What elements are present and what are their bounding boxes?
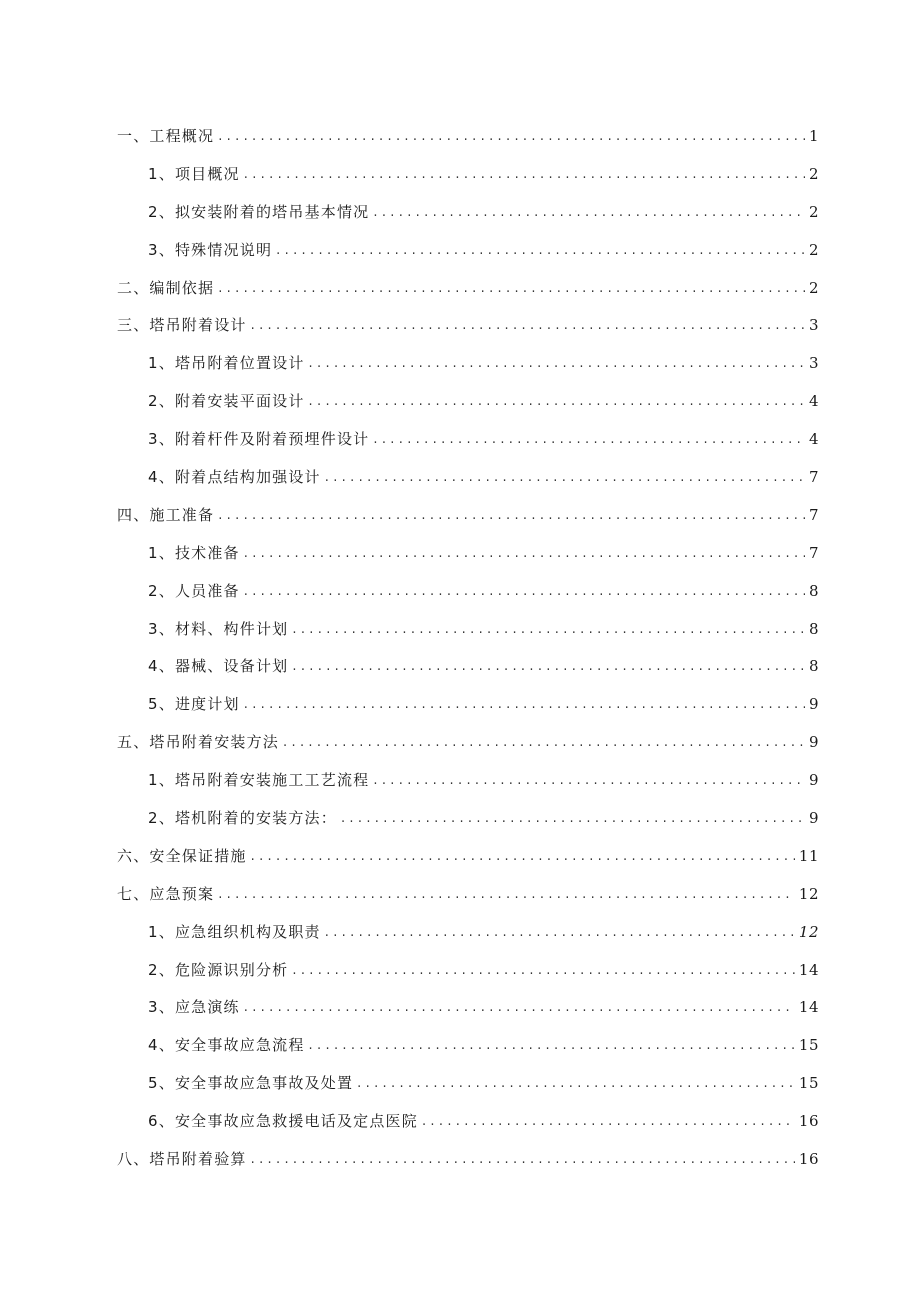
toc-entry-page: 9: [808, 809, 819, 828]
toc-entry-label: 5、安全事故应急事故及处置: [148, 1074, 354, 1093]
dot-leader: [244, 989, 795, 1027]
toc-entry[interactable]: [0, 118, 920, 156]
toc-entry-label: 2、附着安装平面设计: [148, 392, 305, 411]
toc-entry-page: 14: [798, 998, 819, 1017]
dot-leader: [309, 1027, 795, 1065]
toc-entry-page: 8: [808, 581, 819, 600]
toc-entry[interactable]: [0, 1103, 920, 1141]
dot-leader: [373, 421, 805, 459]
toc-entry-label: 1、应急组织机构及职责: [148, 922, 321, 941]
toc-entry-page: 9: [808, 771, 819, 790]
toc-entry-label: 4、安全事故应急流程: [148, 1036, 305, 1055]
toc-entry-label: 三、塔吊附着设计: [117, 316, 247, 335]
toc-entry[interactable]: [0, 914, 920, 952]
toc-entry[interactable]: [0, 345, 920, 383]
toc-entry-label: 2、塔机附着的安装方法：: [148, 809, 337, 828]
toc-entry-page: 2: [808, 202, 819, 221]
toc-entry-page: 12: [798, 922, 819, 941]
toc-entry-page: 3: [808, 354, 819, 373]
toc-entry[interactable]: [0, 194, 920, 232]
toc-entry-page: 2: [808, 240, 819, 259]
dot-leader: [341, 800, 805, 838]
table-of-contents: [0, 118, 920, 1179]
toc-entry-page: 7: [808, 543, 819, 562]
toc-entry-label: 一、工程概况: [117, 127, 215, 145]
dot-leader: [373, 194, 805, 232]
toc-entry[interactable]: [0, 724, 920, 762]
toc-entry-label: 3、材料、构件计划: [148, 619, 289, 638]
toc-entry-page: 14: [798, 960, 819, 979]
toc-entry-label: 4、附着点结构加强设计: [148, 468, 321, 487]
toc-entry-label: 3、附着杆件及附着预埋件设计: [148, 430, 370, 449]
dot-leader: [325, 914, 795, 952]
toc-entry-page: 16: [798, 1112, 819, 1131]
toc-entry-page: 16: [798, 1150, 819, 1169]
toc-entry-label: 2、拟安装附着的塔吊基本情况: [148, 202, 370, 221]
dot-leader: [244, 686, 805, 724]
dot-leader: [283, 724, 805, 762]
toc-entry-label: 1、项目概况: [148, 164, 240, 183]
dot-leader: [251, 838, 795, 876]
toc-entry[interactable]: [0, 648, 920, 686]
toc-entry-page: 9: [808, 733, 819, 752]
toc-entry[interactable]: [0, 421, 920, 459]
toc-entry[interactable]: [0, 459, 920, 497]
toc-entry-label: 二、编制依据: [117, 278, 215, 297]
toc-entry[interactable]: [0, 497, 920, 535]
dot-leader: [422, 1103, 795, 1141]
dot-leader: [309, 383, 805, 421]
toc-entry-label: 5、进度计划: [148, 695, 240, 714]
toc-entry-label: 2、人员准备: [148, 581, 240, 600]
toc-entry-page: 15: [798, 1036, 819, 1055]
toc-entry[interactable]: [0, 762, 920, 800]
dot-leader: [244, 156, 805, 194]
dot-leader: [251, 307, 805, 345]
dot-leader: [325, 459, 805, 497]
toc-entry[interactable]: [0, 1027, 920, 1065]
dot-leader: [357, 1065, 795, 1103]
toc-entry[interactable]: [0, 876, 920, 914]
toc-entry[interactable]: [0, 307, 920, 345]
toc-entry-page: 4: [808, 392, 819, 411]
toc-entry-page: 9: [808, 695, 819, 714]
toc-entry[interactable]: [0, 535, 920, 573]
toc-entry[interactable]: [0, 1141, 920, 1179]
dot-leader: [218, 118, 805, 156]
dot-leader: [251, 1141, 795, 1179]
dot-leader: [292, 952, 795, 990]
toc-entry-label: 四、施工准备: [117, 505, 215, 524]
toc-entry[interactable]: [0, 573, 920, 611]
dot-leader: [276, 232, 805, 270]
toc-entry[interactable]: [0, 686, 920, 724]
dot-leader: [244, 573, 805, 611]
toc-entry-label: 6、安全事故应急救援电话及定点医院: [148, 1112, 418, 1131]
toc-entry-label: 4、器械、设备计划: [148, 657, 289, 676]
toc-entry-page: 8: [808, 657, 819, 676]
toc-entry-label: 1、技术准备: [148, 543, 240, 562]
toc-entry-page: 11: [798, 846, 819, 865]
toc-entry-label: 3、应急演练: [148, 998, 240, 1017]
toc-entry[interactable]: [0, 232, 920, 270]
toc-entry[interactable]: [0, 1065, 920, 1103]
toc-entry[interactable]: [0, 800, 920, 838]
toc-entry-page: 12: [798, 884, 819, 903]
toc-entry[interactable]: [0, 611, 920, 649]
toc-entry-page: 3: [808, 316, 819, 335]
toc-entry-label: 六、安全保证措施: [117, 846, 247, 865]
toc-entry-page: 1: [808, 127, 819, 145]
toc-entry-page: 8: [808, 619, 819, 638]
toc-entry-label: 3、特殊情况说明: [148, 240, 273, 259]
toc-entry[interactable]: [0, 270, 920, 308]
dot-leader: [218, 497, 805, 535]
dot-leader: [373, 762, 805, 800]
toc-entry-label: 1、塔吊附着安装施工工艺流程: [148, 771, 370, 790]
toc-entry-label: 八、塔吊附着验算: [117, 1150, 247, 1169]
dot-leader: [218, 270, 805, 308]
toc-entry-label: 七、应急预案: [117, 884, 215, 903]
toc-entry[interactable]: [0, 383, 920, 421]
toc-entry-page: 7: [808, 468, 819, 487]
toc-entry-page: 2: [808, 164, 819, 183]
toc-entry[interactable]: [0, 989, 920, 1027]
toc-entry[interactable]: [0, 838, 920, 876]
dot-leader: [309, 345, 805, 383]
toc-entry-page: 7: [808, 505, 819, 524]
toc-entry-label: 1、塔吊附着位置设计: [148, 354, 305, 373]
toc-entry[interactable]: [0, 156, 920, 194]
toc-entry-page: 4: [808, 430, 819, 449]
dot-leader: [218, 876, 795, 914]
toc-entry-label: 五、塔吊附着安装方法: [117, 733, 280, 752]
dot-leader: [244, 535, 805, 573]
dot-leader: [292, 611, 805, 649]
toc-entry-page: 2: [808, 278, 819, 297]
dot-leader: [292, 648, 805, 686]
toc-entry[interactable]: [0, 952, 920, 990]
toc-entry-page: 15: [798, 1074, 819, 1093]
toc-entry-label: 2、危险源识别分析: [148, 960, 289, 979]
